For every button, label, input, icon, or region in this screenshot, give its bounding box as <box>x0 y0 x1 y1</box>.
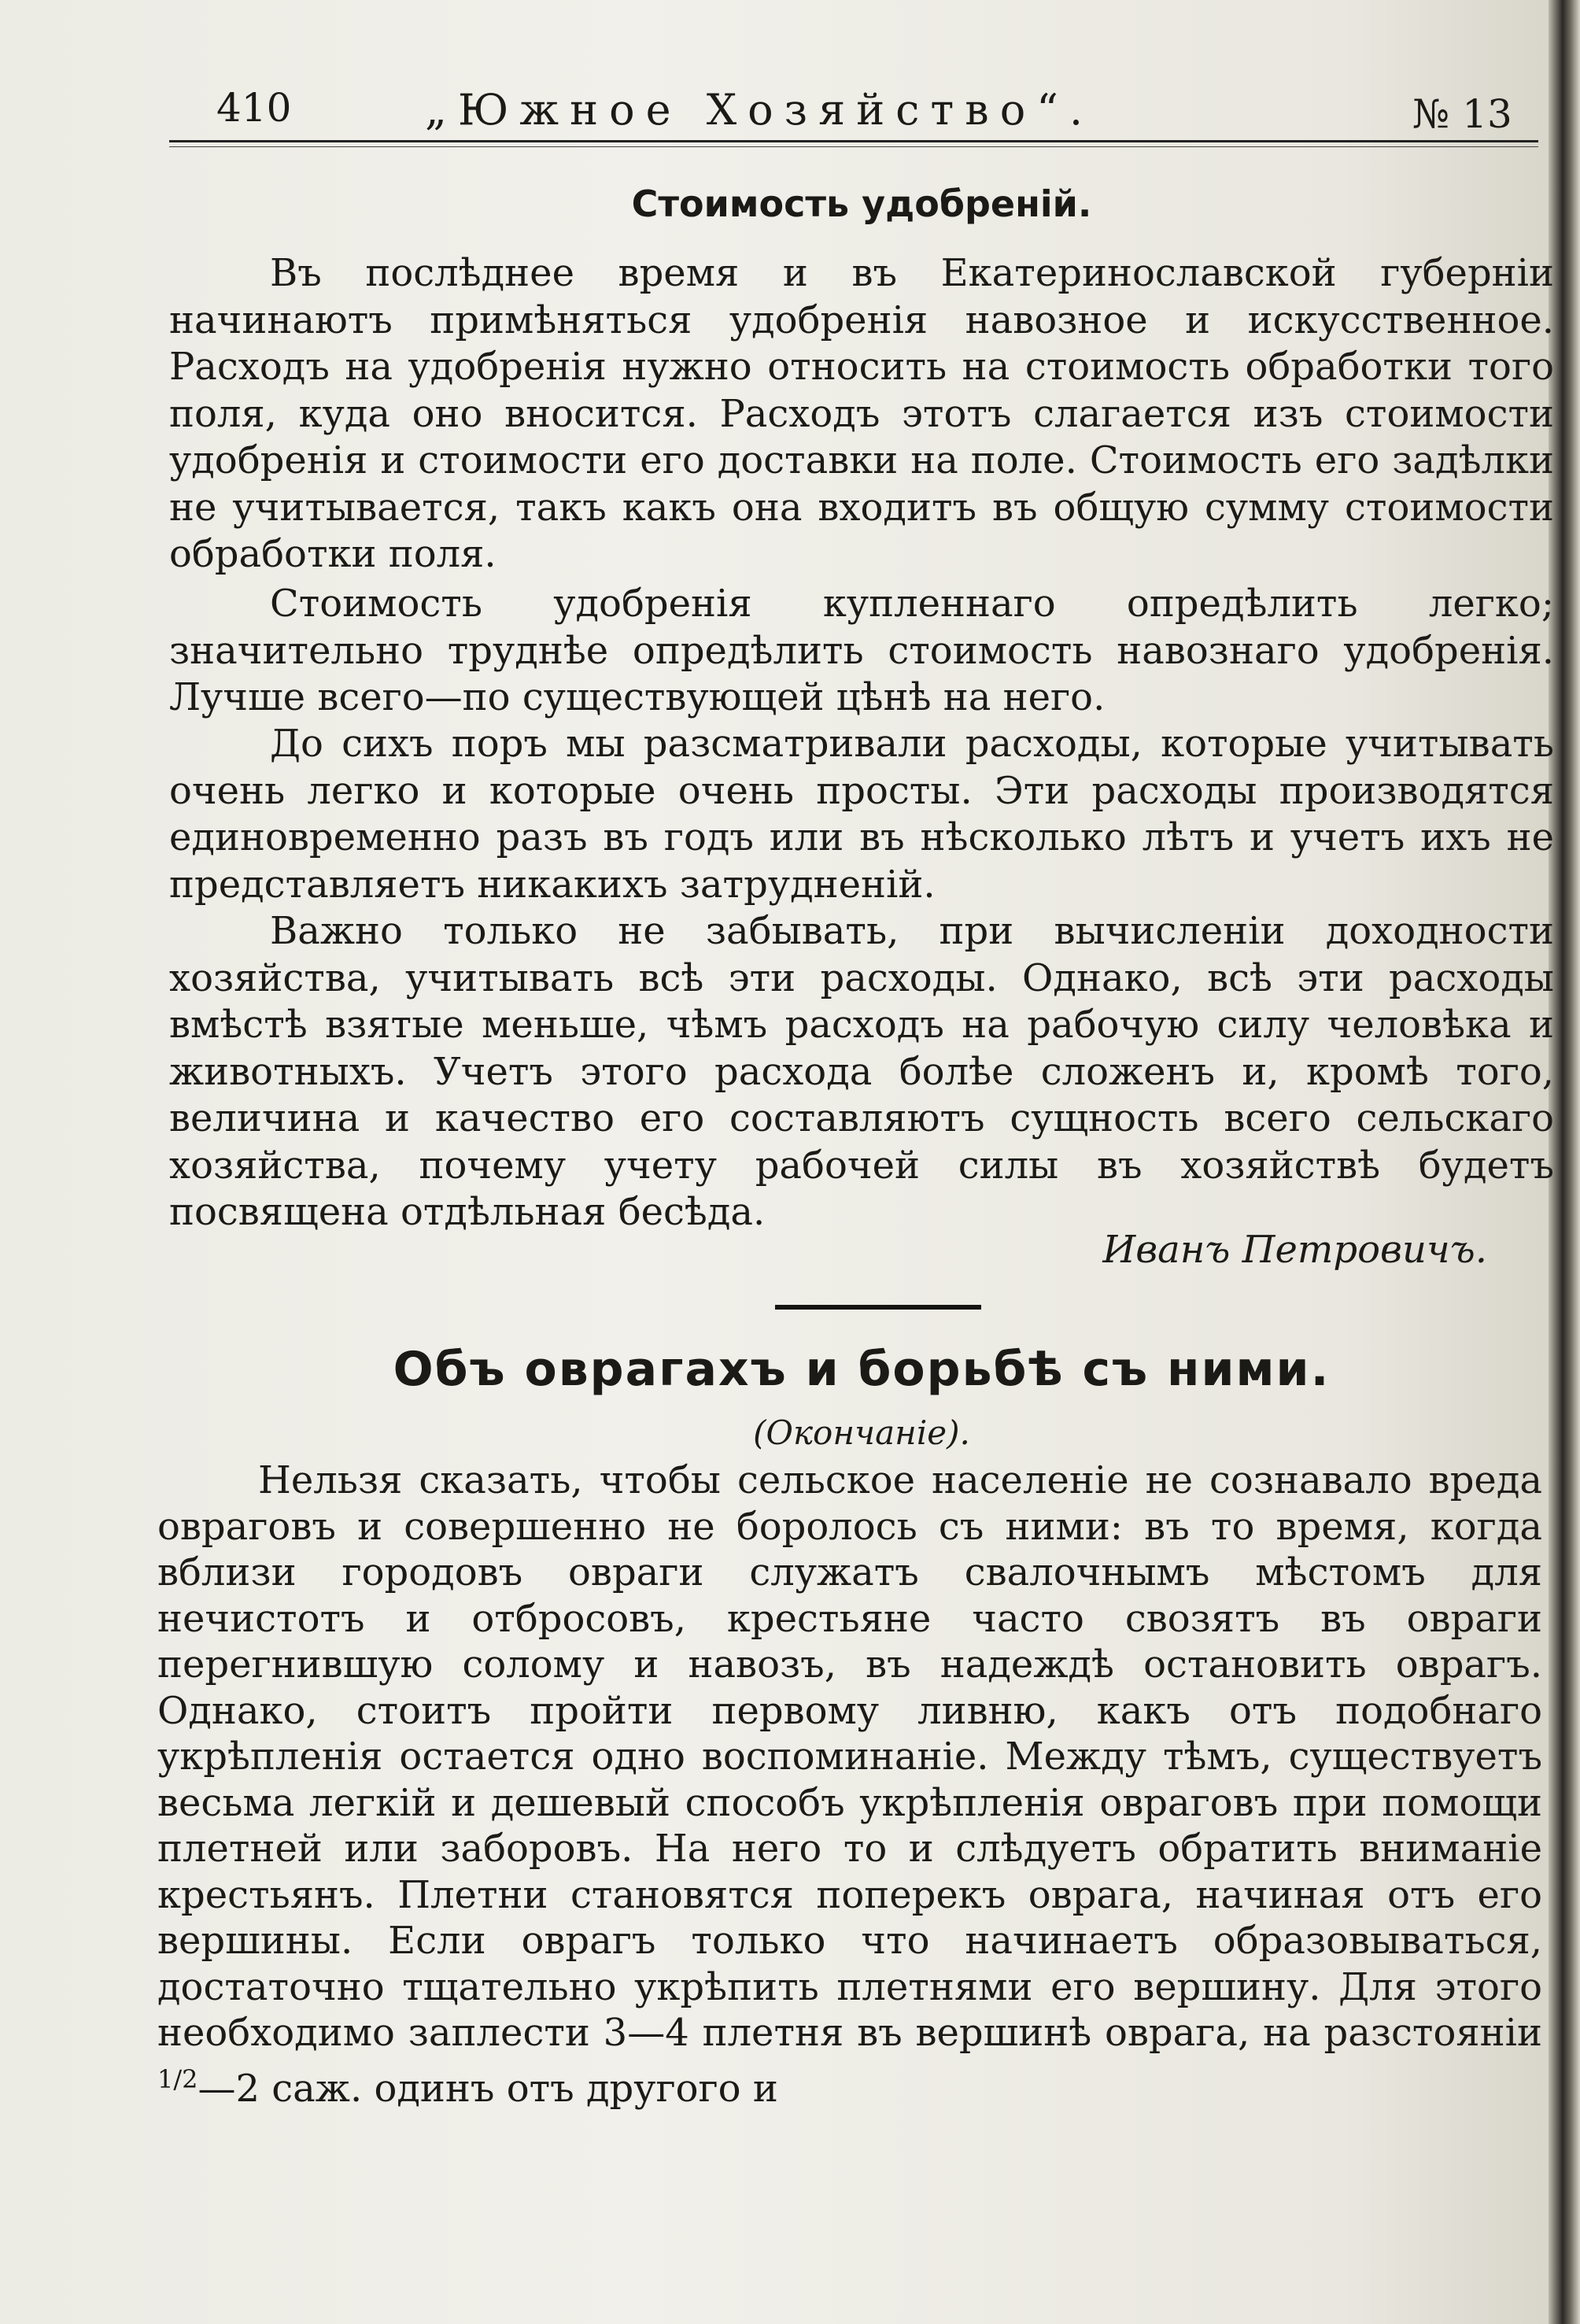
article-paragraph: Въ послѣднее время и въ Екатеринославской губерніи начинаютъ примѣняться удобренія навозное и искусственное. Расходъ на удобренія нужно относить на стоимость обработки того поля, куда оно вносится. Расходъ этотъ слагается изъ стоимости удобренія и стоимости его доставки на поле. Стоимость его задѣлки не учитывается, такъ какъ она входитъ въ общую сумму стоимости обработки поля. <box>169 251 1554 576</box>
fraction: 1/2 <box>157 2064 198 2094</box>
running-header <box>169 85 1538 148</box>
author-signature: Иванъ Петровичъ. <box>1102 1228 1487 1272</box>
article-title: Объ оврагахъ и борьбѣ съ ними. <box>393 1342 1331 1397</box>
article-subtitle: (Окончаніе). <box>753 1413 970 1452</box>
header-rule-thin <box>169 146 1538 147</box>
header-rule <box>169 140 1538 142</box>
article-paragraph: Стоимость удобренія купленнаго опредѣлить легко; значительно труднѣе опредѣлить стоимость навознаго удобренія. Лучше всего—по существующей цѣнѣ на него. <box>169 582 1554 719</box>
page-number: 410 <box>216 85 292 131</box>
article-title: Стоимость удобреній. <box>631 183 1092 225</box>
article-paragraph: Важно только не забывать, при вычисленіи доходности хозяйства, учитывать всѣ эти расходы. Однако, всѣ эти расходы вмѣстѣ взятые меньше, чѣмъ расходъ на рабочую силу человѣка и животныхъ. Учетъ этого расхода болѣе сложенъ и, кромѣ того, величина и качество его составляютъ сущность всего сельскаго хозяйства, почему учету рабочей силы въ хозяйствѣ будетъ посвящена отдѣльная бесѣда. <box>169 909 1554 1234</box>
article-paragraph: До сихъ поръ мы разсматривали расходы, которые учитывать очень легко и которые очень просты. Эти расходы производятся единовременно разъ въ годъ или въ нѣсколько лѣтъ и учетъ ихъ не представляетъ никакихъ затрудненій. <box>169 722 1554 907</box>
issue-number: № 13 <box>1412 91 1512 137</box>
section-divider <box>775 1305 981 1310</box>
journal-title: „Южное Хозяйство“. <box>425 85 1094 135</box>
article-paragraph: Нельзя сказать, чтобы сельское населеніе не сознавало вреда овраговъ и совершенно не боролось съ ними: въ то время, когда вблизи городовъ овраги служатъ свалочнымъ мѣстомъ для нечистотъ и отбросовъ, крестьяне часто свозятъ въ овраги перегнившую солому и навозъ, въ надеждѣ остановить оврагъ. Однако, стоитъ пройти первому ливню, какъ отъ подобнаго укрѣпленія остается одно воспоминаніе. Между тѣмъ, существуетъ весьма легкій и дешевый способъ укрѣпленія овраговъ при помощи плетней или заборовъ. На него то и слѣдуетъ обратить вниманіе крестьянъ. Плетни становятся поперекъ оврага, начиная отъ его вершины. Если оврагъ только что начинаетъ образовываться, достаточно тщательно укрѣпить плетнями его вершину. Для этого необходимо заплести 3—4 плетня въ вершинѣ оврага, на разстояніи $^{1/2}$—2 саж. одинъ отъ другого и <box>157 1458 1542 2111</box>
